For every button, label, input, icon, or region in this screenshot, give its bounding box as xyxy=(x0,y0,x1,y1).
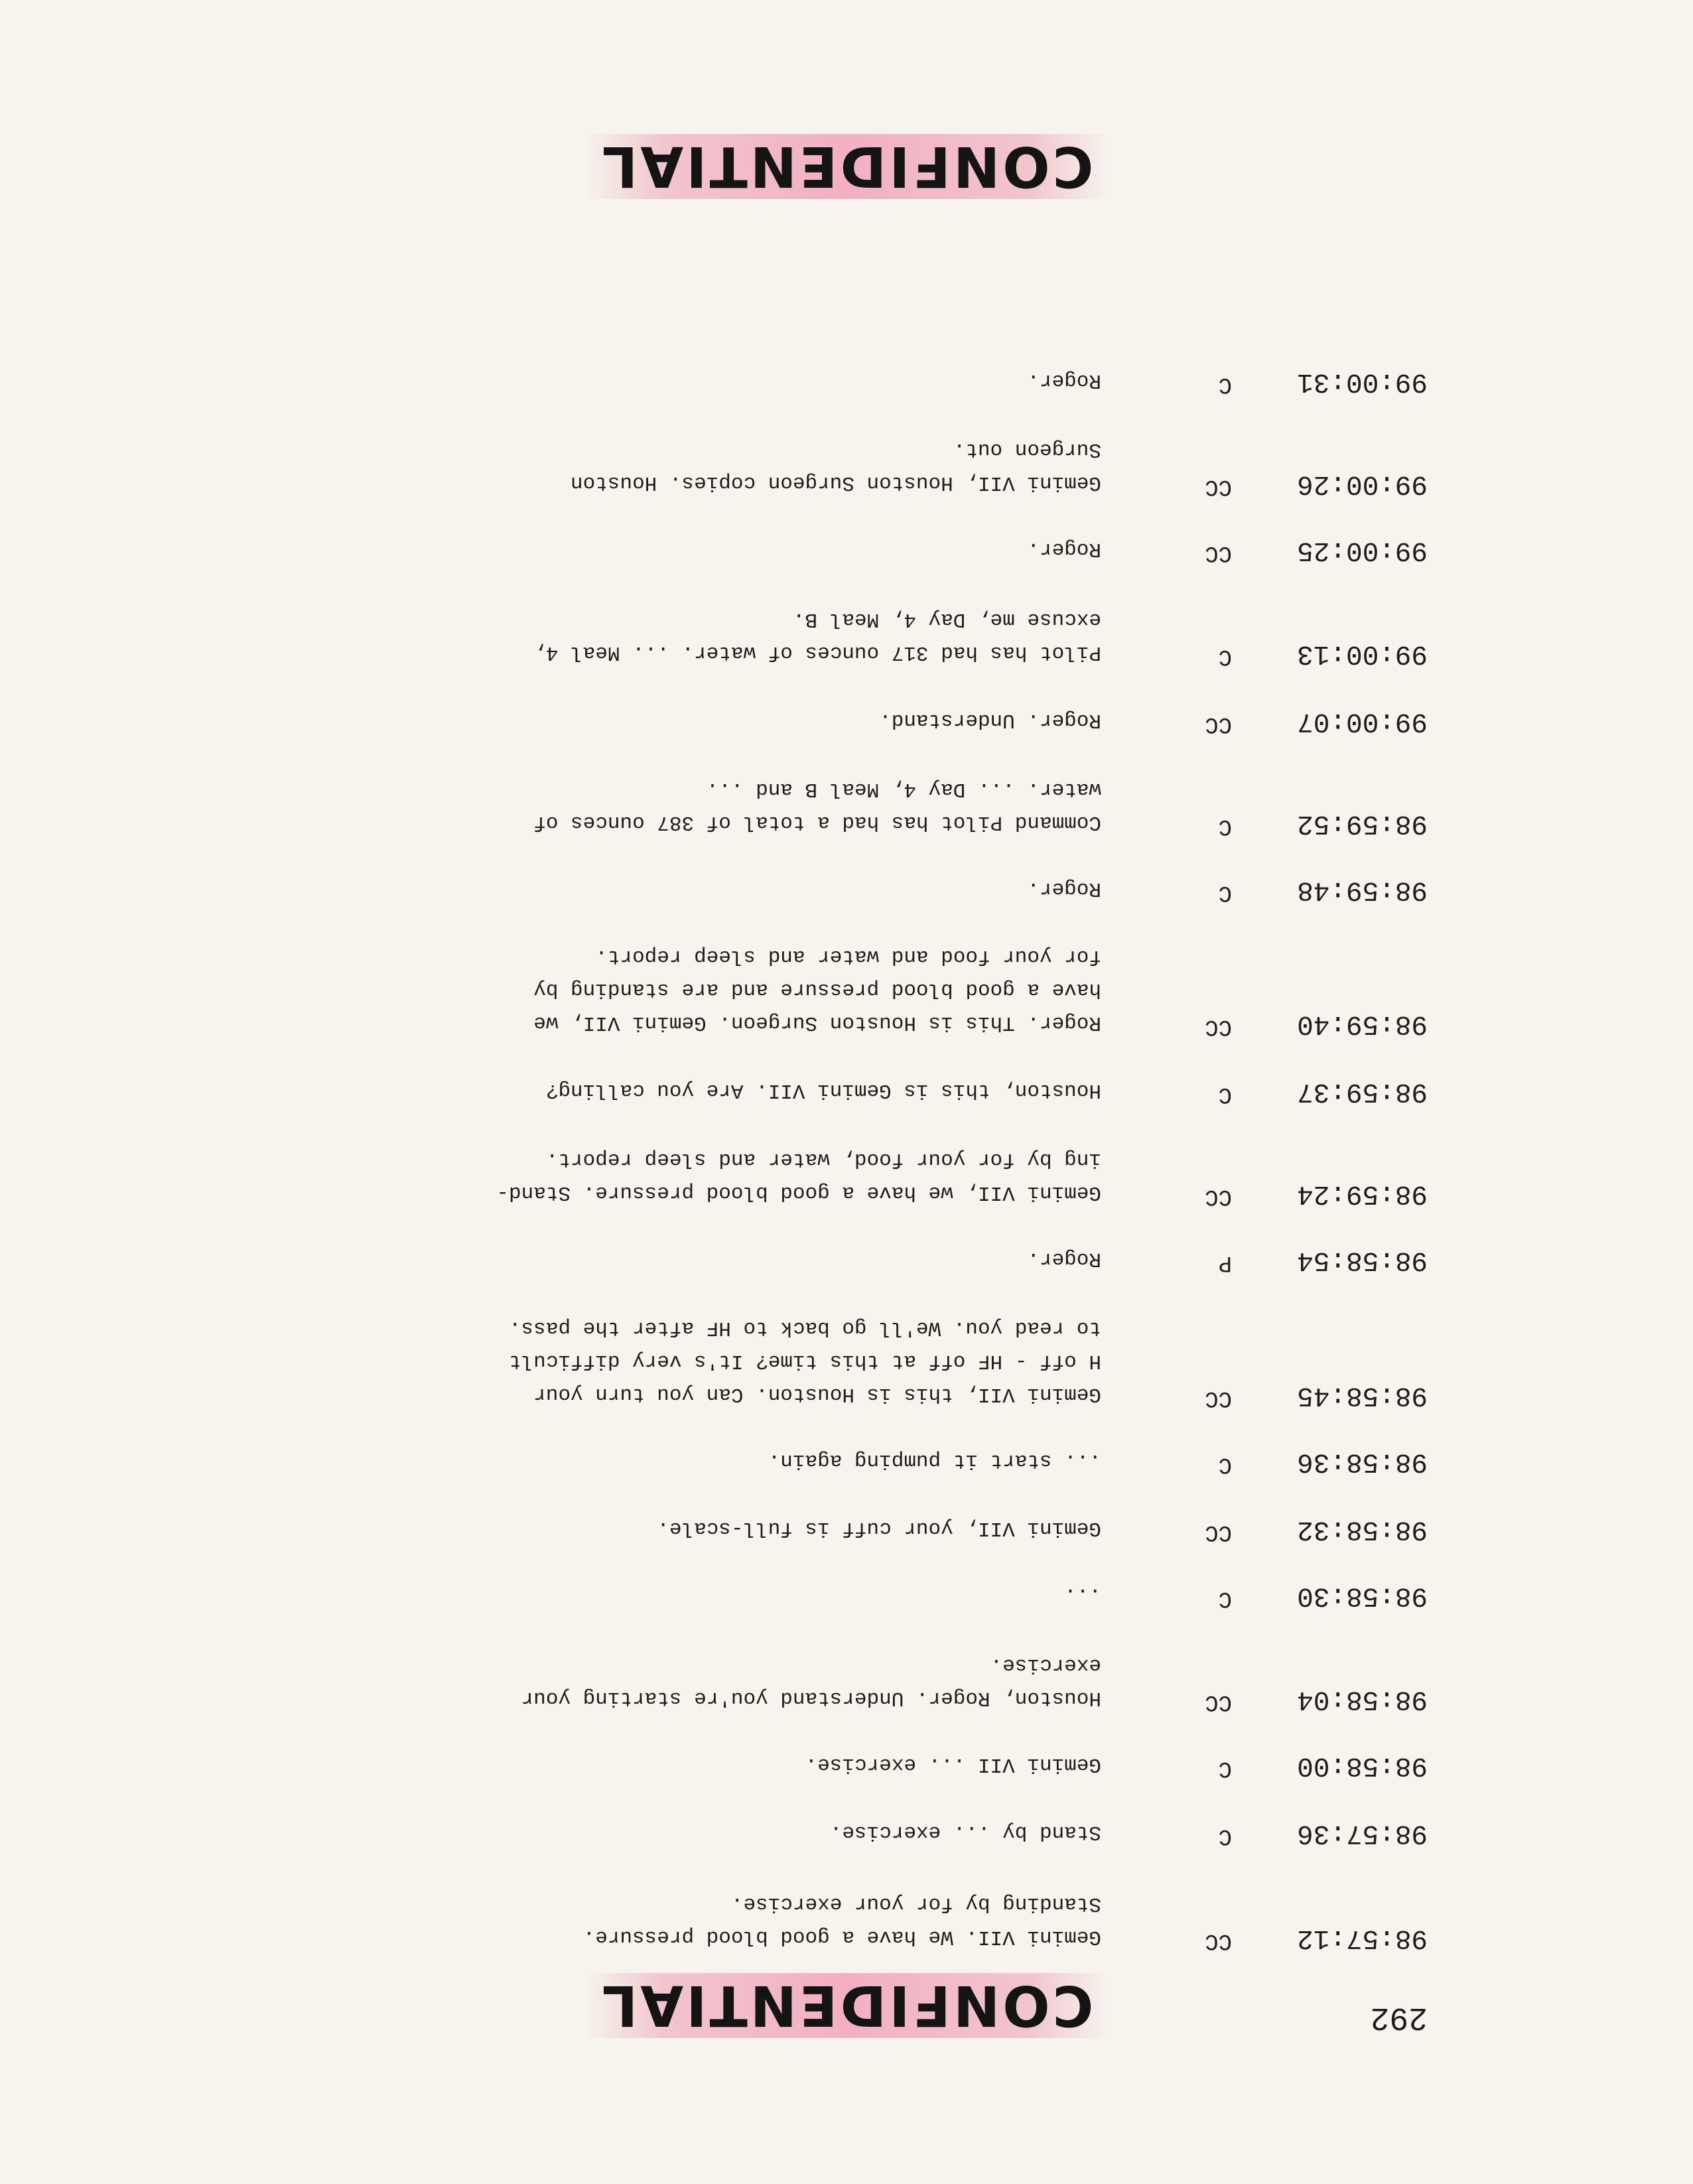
timestamp: 99:00:26 xyxy=(1297,468,1428,499)
timestamp: 98:58:54 xyxy=(1297,1245,1428,1275)
timestamp: 99:00:25 xyxy=(1297,535,1428,565)
message-text: ... xyxy=(1064,1583,1101,1606)
timestamp: 98:58:00 xyxy=(1297,1750,1428,1781)
message-text: Command Pilot has had a total of 387 ounces of water. ... Day 4, Meal B and ... xyxy=(533,778,1101,834)
message-text: Houston, this is Gemini VII. Are you calling? xyxy=(545,1079,1101,1102)
timestamp: 98:59:24 xyxy=(1297,1178,1428,1209)
message-text: Gemini VII, your cuff is full-scale. xyxy=(657,1517,1101,1540)
message-text: Stand by ... exercise. xyxy=(829,1820,1101,1844)
timestamp: 98:58:36 xyxy=(1297,1446,1428,1477)
message-text: Gemini VII, we have a good blood pressure. Stand- ing by for your food, water and sleep report. xyxy=(496,1148,1101,1204)
message-text: Gemini VII, this is Houston. Can you turn your H off - HF off at this time? It's very difficult to read you. We'll go back to HF after the pass. xyxy=(509,1316,1101,1406)
message-text: Roger. Understand. xyxy=(879,709,1101,732)
timestamp: 98:58:04 xyxy=(1297,1684,1428,1714)
timestamp: 98:58:32 xyxy=(1297,1514,1428,1544)
speaker: C xyxy=(1218,644,1232,669)
timestamp: 99:00:13 xyxy=(1297,638,1428,669)
message-text: ... start it pumping again. xyxy=(768,1449,1101,1472)
speaker: CC xyxy=(1205,474,1232,499)
timestamp: 99:00:31 xyxy=(1297,366,1428,397)
speaker: CC xyxy=(1205,540,1232,565)
speaker: CC xyxy=(1205,1689,1232,1714)
message-text: Gemini VII. We have a good blood pressure. Standing by for your exercise. xyxy=(582,1892,1101,1948)
speaker: C xyxy=(1218,813,1232,839)
message-text: Gemini VII, Houston Surgeon copies. Houston Surgeon out. xyxy=(571,438,1101,494)
timestamp: 99:00:07 xyxy=(1297,706,1428,736)
classification-stamp-top-text: CONFIDENTIAL xyxy=(585,1973,1109,2038)
speaker: CC xyxy=(1205,1928,1232,1953)
message-text: Pilot has had 317 ounces of water. ... Meal 4, excuse me, Day 4, Meal B. xyxy=(533,608,1101,664)
message-text: Roger. xyxy=(1027,1247,1101,1270)
speaker: C xyxy=(1218,880,1232,905)
speaker: C xyxy=(1218,1452,1232,1477)
speaker: C xyxy=(1218,1755,1232,1781)
message-text: Roger. This is Houston Surgeon. Gemini VII, we have a good blood pressure and are standing by for your food and water and sleep report. xyxy=(533,945,1101,1034)
speaker: C xyxy=(1218,1081,1232,1107)
timestamp: 98:57:12 xyxy=(1297,1923,1428,1953)
classification-stamp-bottom xyxy=(0,134,1693,199)
speaker: CC xyxy=(1205,1014,1232,1039)
speaker: CC xyxy=(1205,1385,1232,1410)
speaker: C xyxy=(1218,372,1232,397)
timestamp: 98:57:36 xyxy=(1297,1818,1428,1848)
message-text: Roger. xyxy=(1027,877,1101,900)
message-text: Houston, Roger. Understand you're starting your exercise. xyxy=(521,1653,1101,1710)
speaker: C xyxy=(1218,1586,1232,1611)
classification-stamp-bottom-text: CONFIDENTIAL xyxy=(585,134,1109,199)
message-text: Roger. xyxy=(1027,369,1101,392)
timestamp: 98:58:45 xyxy=(1297,1380,1428,1410)
message-text: Gemini VII ... exercise. xyxy=(805,1753,1101,1776)
speaker: CC xyxy=(1205,1519,1232,1544)
speaker: CC xyxy=(1205,711,1232,736)
timestamp: 98:59:37 xyxy=(1297,1076,1428,1107)
timestamp: 98:59:52 xyxy=(1297,808,1428,839)
page-number: 292 xyxy=(1370,1999,1428,2035)
speaker: P xyxy=(1218,1250,1232,1275)
timestamp: 98:59:40 xyxy=(1297,1008,1428,1039)
speaker: CC xyxy=(1205,1184,1232,1209)
speaker: C xyxy=(1218,1823,1232,1848)
message-text: Roger. xyxy=(1027,537,1101,561)
timestamp: 98:59:48 xyxy=(1297,874,1428,905)
timestamp: 98:58:30 xyxy=(1297,1580,1428,1611)
